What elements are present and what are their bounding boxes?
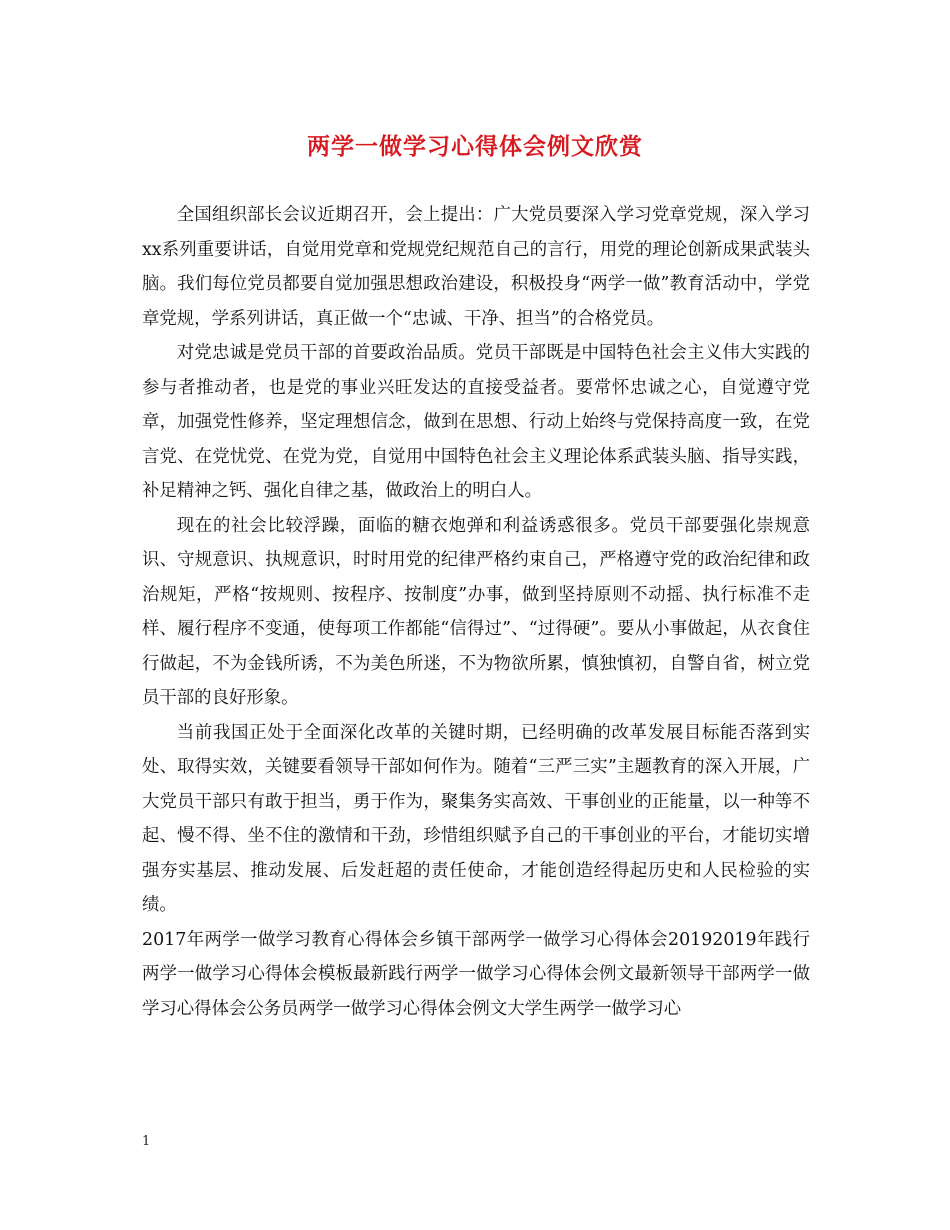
paragraph-3: 现在的社会比较浮躁，面临的糖衣炮弹和利益诱惑很多。党员干部要强化崇规意识、守规意识、执规意识，时时用党的纪律严格约束自己，严格遵守党的政治纪律和政治规矩，严格“按规则、按程序、按制度”办事，做到坚持原则不动摇、执行标准不走样、履行程序不变通，使每项工作都能“信得过”、“过得硬”。要从小事做起，从衣食住行做起，不为金钱所诱，不为美色所迷，不为物欲所累，慎独慎初，自警自省，树立党员干部的良好形象。	[142, 515, 810, 708]
document-title: 两学一做学习心得体会例文欣赏	[307, 133, 643, 160]
paragraph-2: 对党忠诚是党员干部的首要政治品质。党员干部既是中国特色社会主义伟大实践的参与者推动者，也是党的事业兴旺发达的直接受益者。要常怀忠诚之心，自觉遵守党章，加强党性修养，坚定理想信念，做到在思想、行动上始终与党保持高度一致，在党言党、在党忧党、在党为党，自觉用中国特色社会主义理论体系武装头脑、指导实践，补足精神之钙、强化自律之基，做政治上的明白人。	[142, 343, 810, 501]
paragraph-1: 全国组织部长会议近期召开，会上提出：广大党员要深入学习党章党规，深入学习xx系列重要讲话，自觉用党章和党规党纪规范自己的言行，用党的理论创新成果武装头脑。我们每位党员都要自觉加强思想政治建设，积极投身“两学一做”教育活动中，学党章党规，学系列讲话，真正做一个“忠诚、干净、担当”的合格党员。	[142, 205, 810, 329]
page-number: 1	[142, 1134, 151, 1149]
document-body	[142, 198, 810, 1026]
paragraph-4: 当前我国正处于全面深化改革的关键时期，已经明确的改革发展目标能否落到实处、取得实效，关键要看领导干部如何作为。随着“三严三实”主题教育的深入开展，广大党员干部只有敢于担当，勇于作为，聚集务实高效、干事创业的正能量，以一种等不起、慢不得、坐不住的激情和干劲，珍惜组织赋予自己的干事创业的平台，才能切实增强夯实基层、推动发展、后发赶超的责任使命，才能创造经得起历史和人民检验的实绩。	[142, 722, 810, 915]
related-links-text: 2017年两学一做学习教育心得体会乡镇干部两学一做学习心得体会20192019年践行两学一做学习心得体会模板最新践行两学一做学习心得体会例文最新领导干部两学一做学习心得体会公务员两学一做学习心得体会例文大学生两学一做学习心	[142, 929, 810, 1019]
